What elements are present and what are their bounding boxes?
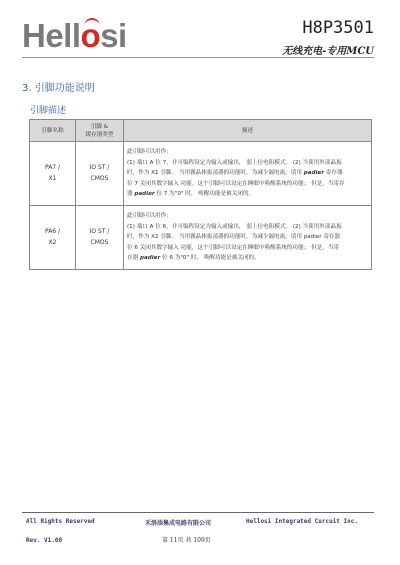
- table-row: [30, 206, 372, 270]
- header-divider: [22, 57, 374, 58]
- logo-text: Hell osi: [22, 17, 127, 54]
- header-pin-name: 引脚名称: [30, 120, 76, 142]
- header-description: 描述: [124, 120, 372, 142]
- footer-divider: [22, 512, 374, 513]
- pin-name-cell: PA7 / X1: [30, 142, 76, 206]
- section-title: 3. 引脚功能说明: [22, 83, 95, 94]
- table-header-row: [30, 120, 372, 142]
- logo-o-mark: o: [80, 17, 101, 54]
- product-subtitle: 无线充电-专用MCU: [282, 46, 374, 57]
- footer-company-cn: 禾洛添集成电路有限公司: [145, 520, 212, 527]
- pin-description-cell: 此引脚可以用作： (1) 端口 A 位 7，并可编程设定为输入或输出， 弱上拉电阻模式。 (2) 当使用外部晶振 时，作为 X1 引脚。 当用做晶体振荡器的功能时，为减少漏电流，请用 padier 寄存器 位 7 关闭其数字输入 功能。这个引脚可以设定在睡眠中唤醒系统的功能； 但是，当寄存 器 padier 位 7 为"0" 时， 唤醒功能是被关闭的。: [124, 142, 372, 206]
- footer-page-number: 第 11页 共 109页: [162, 537, 211, 544]
- pin-description-cell: 此引脚可以用作： (1) 端口 A 位 6，并可编程设定为输入或输出， 弱上拉电阻模式。 (2) 当使用外部晶振 时，作为 X2 引脚。 当用做晶体振荡器的功能时，为减少漏电流，请用 padier 寄存器 位 6 关闭其数字输入 功能，这个引脚可以设定在睡眠中唤醒系统的功能； 但是，当寄 存器 padier 位 6 为"0" 时， 唤醒功能是被关闭的。: [124, 206, 372, 270]
- pin-description-table: [29, 119, 372, 270]
- pin-type-cell: IO ST / CMOS: [76, 142, 124, 206]
- section-subtitle: 引脚描述: [30, 106, 67, 116]
- model-number: H8P3501: [302, 18, 374, 38]
- footer-company-en: Hellosi Integrated Curcuit Inc.: [246, 518, 358, 525]
- footer-revision: Rev. V1.00: [26, 537, 63, 544]
- table-row: [30, 142, 372, 206]
- pin-type-cell: IO ST / CMOS: [76, 206, 124, 270]
- header-pin-type: 引脚 & 缓存器类型: [76, 120, 124, 142]
- pin-name-cell: PA6 / X2: [30, 206, 76, 270]
- company-logo: [22, 16, 127, 56]
- footer-rights: All Rights Reserved: [26, 518, 95, 525]
